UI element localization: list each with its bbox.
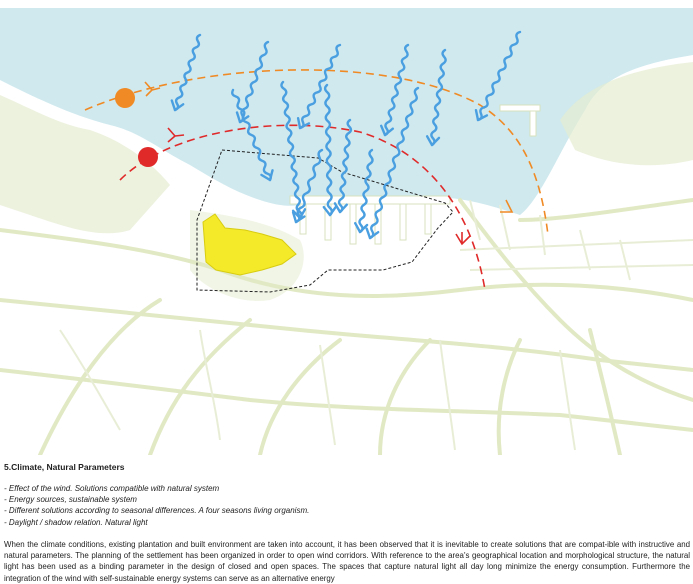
list-item: - Different solutions according to seasonal differences. A four seasons living organism. <box>4 506 310 516</box>
list-item: - Energy sources, sustainable system <box>4 495 137 505</box>
list-item: - Effect of the wind. Solutions compatible with natural system <box>4 484 220 493</box>
winter-sun-icon <box>138 147 158 167</box>
parameter-list <box>4 483 309 528</box>
summer-sun-icon <box>115 88 135 108</box>
description-paragraph: When the climate conditions, existing plantation and built environment are taken into account, it has been observed that it is inevitable to create solutions that are compat-ible with instructive and natural parameters. The planning of the settlement has been organized in order to open wind corridors. With reference to the area's geographical location and morphological structure, the natural light has been used as a binding parameter in the design of closed and open spaces. The spaces that capture natural light all day long minimize the energy consumption. Furthermore the integration of the wind with self-sustainable energy systems can serve as an alternative energy <box>4 540 690 583</box>
section-title: 5.Climate, Natural Parameters <box>4 462 125 472</box>
list-item: - Daylight / shadow relation. Natural light <box>4 517 148 527</box>
